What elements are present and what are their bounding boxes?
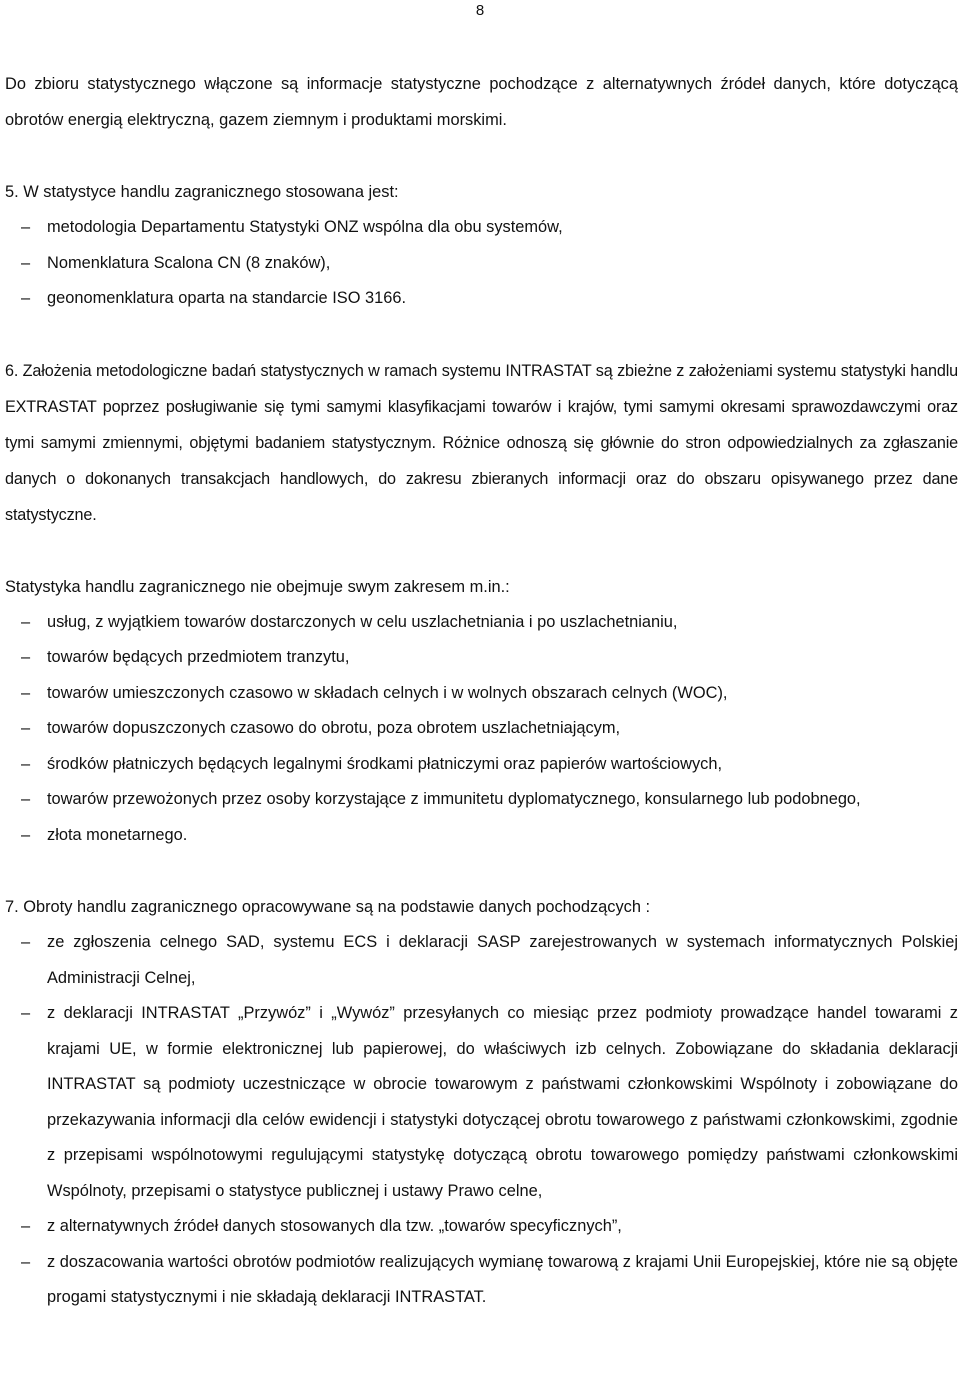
- section-6-paragraph: 6. Założenia metodologiczne badań statystycznych w ramach systemu INTRASTAT są zbieżne z założeniami systemu statystyki handlu EXTRASTAT poprzez posługiwanie się tymi samymi klasyfikacjami towarów i krajów, tymi samymi okresami sprawozdawczymi oraz tymi samymi zmiennymi, objętymi badaniem statystycznym. Różnice odnoszą się głównie do stron odpowiedzialnych za zgłaszanie danych o dokonanych transakcjach handlowych, do zakresu zbieranych informacji oraz do obszaru opisywanego przez dane statystyczne.: [5, 361, 958, 524]
- list-item: – metodologia Departamentu Statystyki ONZ wspólna dla obu systemów,: [5, 210, 958, 246]
- dash-bullet: –: [21, 790, 31, 808]
- intro-paragraph: Do zbioru statystycznego włączone są informacje statystyczne pochodzące z alternatywnych źródeł danych, które dotyczącą obrotów energią elektryczną, gazem ziemnym i produktami morskimi.: [5, 75, 958, 129]
- dash-bullet: –: [21, 1252, 31, 1271]
- dash-bullet: –: [21, 719, 31, 737]
- dash-bullet: –: [21, 1004, 31, 1022]
- dash-bullet: –: [21, 683, 31, 702]
- exclusions-list: [5, 605, 958, 854]
- dash-bullet: –: [21, 289, 31, 307]
- exclusions-intro: Statystyka handlu zagranicznego nie obejmuje swym zakresem m.in.:: [5, 577, 510, 596]
- list-item: – towarów będących przedmiotem tranzytu,: [5, 640, 958, 676]
- list-item: – towarów dopuszczonych czasowo do obrotu, poza obrotem uszlachetniającym,: [5, 711, 958, 747]
- document-body: [5, 66, 958, 1316]
- dash-bullet: –: [21, 612, 31, 631]
- list-item: – towarów umieszczonych czasowo w składach celnych i w wolnych obszarach celnych (WOC),: [5, 676, 958, 712]
- dash-bullet: –: [21, 825, 31, 844]
- spacer: [5, 533, 958, 569]
- list-item: – Nomenklatura Scalona CN (8 znaków),: [5, 246, 958, 282]
- dash-bullet: –: [21, 253, 31, 272]
- list-item: – usług, z wyjątkiem towarów dostarczonych w celu uszlachetniania i po uszlachetnianiu,: [5, 605, 958, 641]
- list-item: – z alternatywnych źródeł danych stosowanych dla tzw. „towarów specyficznych”,: [5, 1209, 958, 1245]
- dash-bullet: –: [21, 218, 31, 236]
- list-item: – środków płatniczych będących legalnymi środkami płatniczymi oraz papierów wartościowych,: [5, 747, 958, 783]
- section-7-list: [5, 925, 958, 1316]
- page-number: 8: [475, 2, 485, 19]
- dash-bullet: –: [21, 1217, 31, 1235]
- list-item: – złota monetarnego.: [5, 818, 958, 854]
- dash-bullet: –: [21, 648, 31, 666]
- list-item: – z deklaracji INTRASTAT „Przywóz” i „Wywóz” przesyłanych co miesiąc przez podmioty prowadzące handel towarami z krajami UE, w formie elektronicznej lub papierowej, do właściwych izb celnych. Zobowiązane do składania deklaracji INTRASTAT są podmioty uczestniczące w obrocie towarowym z państwami członkowskimi Wspólnoty i zobowiązane do przekazywania informacji dla celów ewidencji i statystyki dotyczącej obrotu towarowego z państwami członkowskimi, zgodnie z przepisami wspólnotowymi regulującymi statystykę dotyczącą obrotu towarowego pomiędzy państwami członkowskimi Wspólnoty, przepisami o statystyce publicznej i ustawy Prawo celne,: [5, 996, 958, 1209]
- dash-bullet: –: [21, 933, 31, 951]
- section-7-heading: 7. Obroty handlu zagranicznego opracowywane są na podstawie danych pochodzących :: [5, 898, 651, 916]
- list-item: – ze zgłoszenia celnego SAD, systemu ECS i deklaracji SASP zarejestrowanych w systemach informatycznych Polskiej Administracji Celnej,: [5, 925, 958, 996]
- spacer: [5, 138, 958, 174]
- list-item: – z doszacowania wartości obrotów podmiotów realizujących wymianę towarową z krajami Unii Europejskiej, które nie są objęte progami statystycznymi i nie składają deklaracji INTRASTAT.: [5, 1245, 958, 1316]
- spacer: [5, 853, 958, 889]
- spacer: [5, 317, 958, 353]
- list-item: – geonomenklatura oparta na standarcie ISO 3166.: [5, 281, 958, 317]
- section-5-heading: 5. W statystyce handlu zagranicznego stosowana jest:: [5, 183, 399, 201]
- section-5-list: [5, 210, 958, 317]
- list-item: – towarów przewożonych przez osoby korzystające z immunitetu dyplomatycznego, konsularnego lub podobnego,: [5, 782, 958, 818]
- dash-bullet: –: [21, 754, 31, 773]
